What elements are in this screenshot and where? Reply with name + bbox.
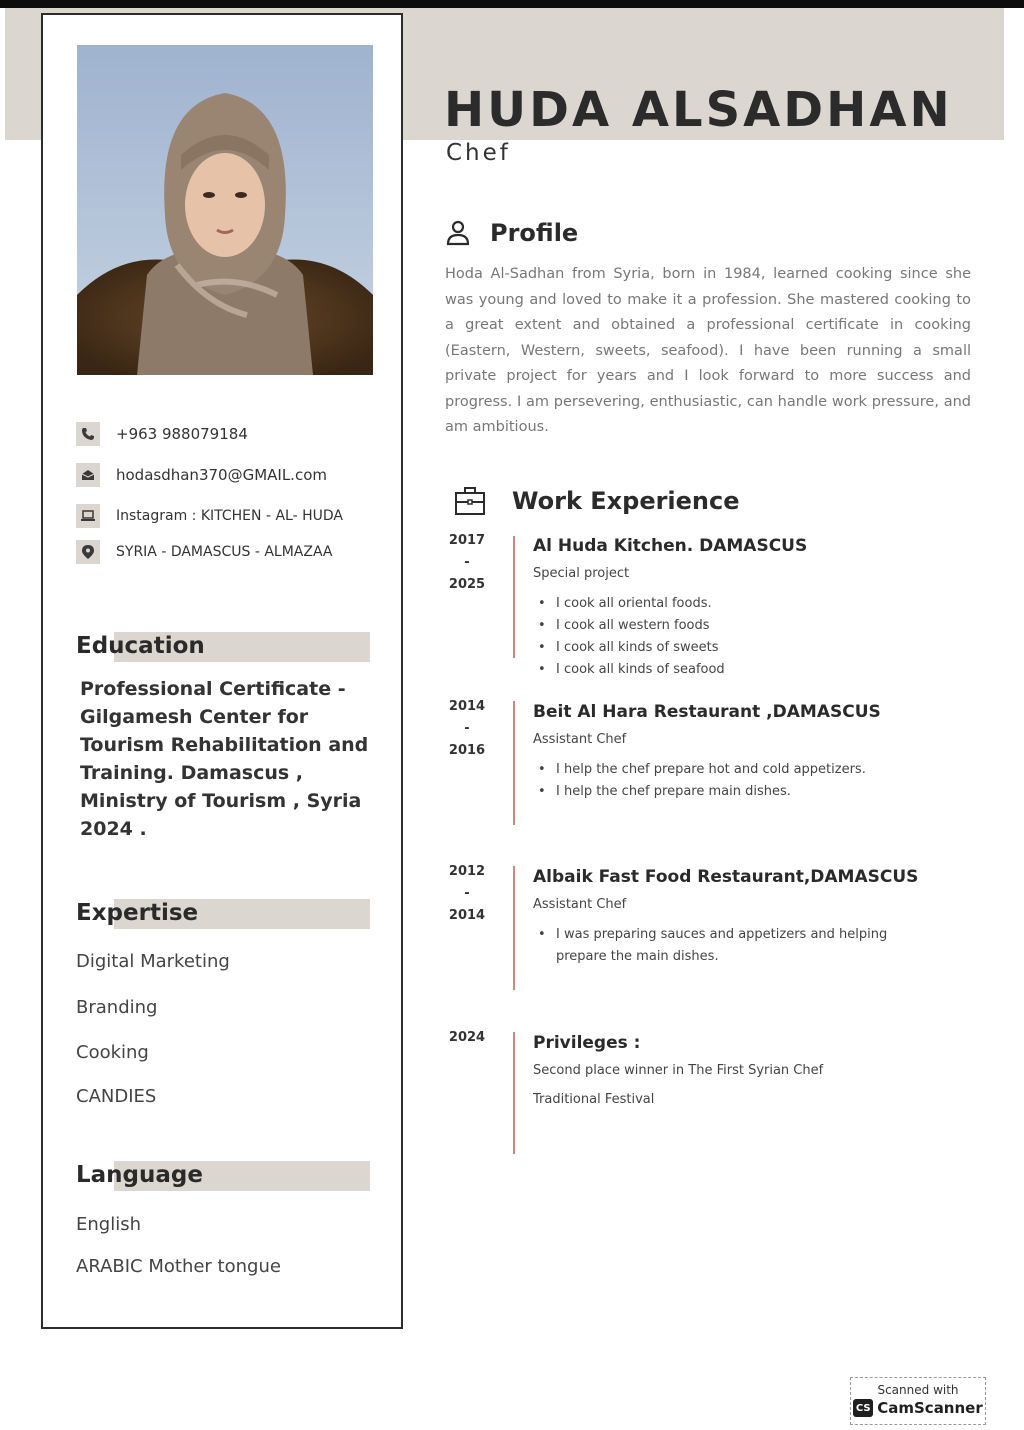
bullet-text: I cook all oriental foods. (556, 596, 712, 611)
job-title: Beit Al Hara Restaurant ,DAMASCUS (533, 702, 881, 722)
expertise-heading (76, 896, 370, 930)
timeline-line (513, 866, 515, 990)
job-year-end: 2014 (448, 908, 486, 923)
watermark-brand: CamScanner (877, 1399, 983, 1417)
person-name: HUDA ALSADHAN (444, 82, 953, 138)
education-text: Professional Certificate - Gilgamesh Center for Tourism Rehabilitation and Training. Damascus , Ministry of Tourism , Syria 2024 . (80, 678, 369, 840)
profile-heading (446, 219, 578, 247)
job-bullet (538, 759, 918, 781)
bullet-text: I cook all western foods (556, 618, 710, 633)
bullet-dot: • (538, 662, 546, 677)
briefcase-icon (454, 485, 486, 517)
job-year-start: 2017 (448, 533, 486, 548)
education-heading (76, 629, 370, 663)
job-year-dash: - (464, 555, 470, 570)
language-item: ARABIC Mother tongue (76, 1256, 281, 1277)
person-icon (446, 220, 470, 246)
job-bullet (538, 659, 918, 681)
work-heading (454, 485, 740, 517)
privileges-title: Privileges : (533, 1033, 641, 1053)
location-pin-icon (76, 540, 100, 564)
job-bullet (538, 924, 898, 968)
instagram-text: Instagram : KITCHEN - AL- HUDA (116, 508, 343, 524)
expertise-item: Branding (76, 997, 158, 1018)
expertise-item: CANDIES (76, 1086, 157, 1107)
job-title: Al Huda Kitchen. DAMASCUS (533, 536, 808, 556)
job-year-start: 2014 (448, 699, 486, 714)
mail-icon (76, 463, 100, 487)
bullet-text: I help the chef prepare main dishes. (556, 784, 791, 799)
person-role: Chef (446, 140, 511, 166)
privilege-year: 2024 (448, 1030, 486, 1045)
profile-title: Profile (490, 219, 579, 247)
bullet-dot: • (538, 927, 546, 942)
job-year-start: 2012 (448, 864, 486, 879)
bullet-dot: • (538, 618, 546, 633)
education-title: Education (76, 633, 205, 659)
language-title: Language (76, 1162, 203, 1188)
bullet-dot: • (538, 762, 546, 777)
language-heading (76, 1158, 370, 1192)
bullet-text: I cook all kinds of sweets (556, 640, 719, 655)
email-row (76, 463, 327, 487)
work-title: Work Experience (512, 487, 740, 515)
expertise-title: Expertise (76, 900, 199, 926)
job-bullet (538, 781, 918, 803)
phone-row (76, 422, 248, 446)
sidebar (41, 13, 403, 1329)
instagram-row (76, 504, 343, 528)
phone-icon (76, 422, 100, 446)
job-subtitle: Assistant Chef (533, 732, 627, 747)
job-bullet (538, 615, 918, 637)
laptop-icon (76, 504, 100, 528)
bullet-dot: • (538, 596, 546, 611)
bullet-dot: • (538, 784, 546, 799)
expertise-item: Digital Marketing (76, 951, 230, 972)
watermark-caption: Scanned with (877, 1383, 959, 1397)
bullet-text: I help the chef prepare hot and cold appetizers. (556, 762, 866, 777)
job-subtitle: Assistant Chef (533, 897, 627, 912)
bullet-text: I was preparing sauces and appetizers and helping prepare the main dishes. (556, 927, 888, 964)
job-year-end: 2016 (448, 743, 486, 758)
email-text: hodasdhan370@GMAIL.com (116, 466, 327, 484)
camscanner-watermark (850, 1377, 986, 1425)
job-subtitle: Special project (533, 566, 630, 581)
privilege-text: Second place winner in The First Syrian Chef (533, 1063, 824, 1078)
job-year-dash: - (464, 886, 470, 901)
job-title: Albaik Fast Food Restaurant,DAMASCUS (533, 867, 919, 887)
phone-text: +963 988079184 (116, 425, 248, 443)
location-row (76, 540, 333, 564)
expertise-item: Cooking (76, 1042, 149, 1063)
profile-text: Hoda Al-Sadhan from Syria, born in 1984, learned cooking since she was young and loved to make it a profession. She mastered cooking to a great extent and obtained a professional certificate in cooking (Eastern, Western, sweets, seafood). I have been running a small private project for years and I look forward to more success and progress. I am persevering, enthusiastic, can handle work pressure, and am ambitious. (445, 266, 971, 435)
job-year-dash: - (464, 721, 470, 736)
watermark-brand-row (851, 1399, 985, 1417)
top-black-bar (0, 0, 1024, 8)
timeline-line (513, 701, 515, 825)
camscanner-logo-icon: CS (853, 1399, 873, 1417)
job-bullet (538, 593, 918, 615)
bullet-text: I cook all kinds of seafood (556, 662, 725, 677)
job-year-end: 2025 (448, 577, 486, 592)
privilege-text: Traditional Festival (533, 1092, 655, 1107)
timeline-line (513, 1032, 515, 1154)
bullet-dot: • (538, 640, 546, 655)
location-text: SYRIA - DAMASCUS - ALMAZAA (116, 544, 333, 560)
language-item: English (76, 1214, 141, 1235)
timeline-line (513, 536, 515, 658)
profile-photo (77, 45, 373, 375)
job-bullet (538, 637, 918, 659)
